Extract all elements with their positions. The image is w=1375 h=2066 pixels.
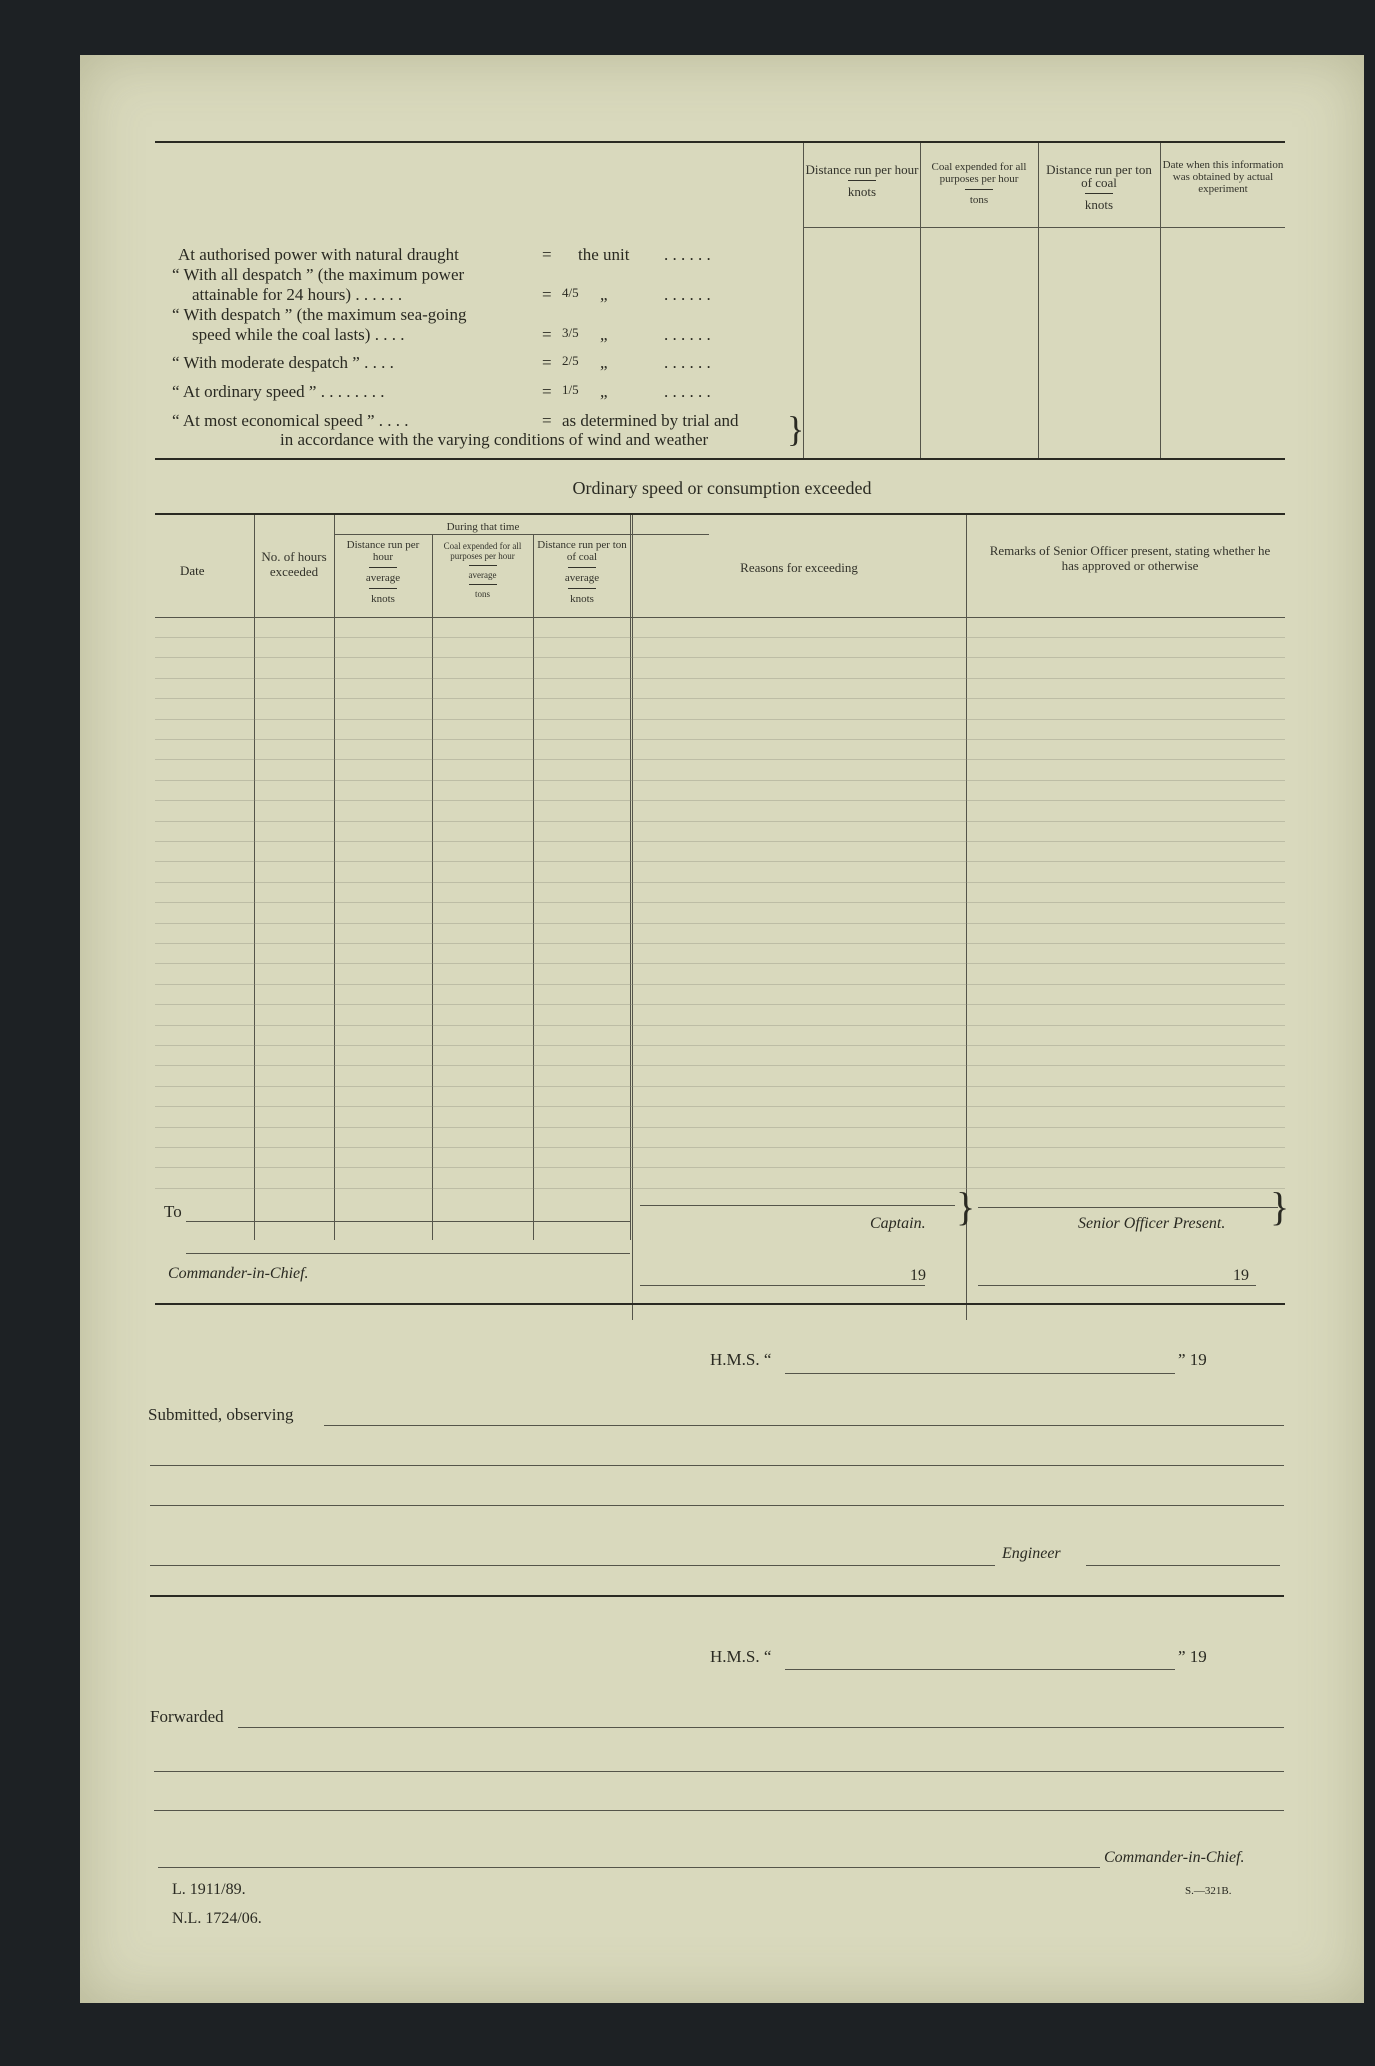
ruled-line (155, 882, 1285, 883)
ruled-line (155, 902, 1285, 903)
during-that-time-header: During that time (446, 521, 520, 533)
form-number: S.—321B. (1185, 1885, 1232, 1897)
ruled-line (155, 1167, 1285, 1168)
col-coal-hour-header: Coal expended for all purposes per hour tons (931, 161, 1027, 206)
ruled-line (155, 923, 1285, 924)
captain-signature-line[interactable] (640, 1205, 955, 1206)
col-remarks-header: Remarks of Senior Officer present, stating whether he has approved or otherwise (989, 543, 1271, 573)
forwarded-ship-name-line[interactable] (785, 1669, 1175, 1670)
row-despatch-value: 3/5 (562, 325, 579, 340)
ruled-line (155, 1025, 1285, 1026)
submitted-bottom-rule (150, 1595, 1284, 1597)
ruled-line (155, 678, 1285, 679)
cinc-label: Commander-in-Chief. (168, 1265, 309, 1282)
ruled-line (155, 657, 1285, 658)
row-ordinary-value: 1/5 (562, 382, 579, 397)
row-despatch-label: “ With despatch ” (the maximum sea-going (172, 305, 467, 324)
senior-officer-label: Senior Officer Present. (1078, 1215, 1226, 1232)
col-avg-dist-ton-header: Distance run per ton of coal average knots (537, 539, 627, 605)
submitted-label: Submitted, observing (148, 1405, 294, 1424)
ruled-line (155, 1004, 1285, 1005)
captain-date-line[interactable] (640, 1285, 925, 1286)
row-all-despatch-value: 4/5 (562, 285, 579, 300)
ruled-line (155, 1086, 1285, 1087)
row-ordinary-label: “ At ordinary speed ” . . . . . . . . (172, 382, 385, 401)
exceed-top-rule (155, 513, 1285, 515)
brace-icon: } (1270, 1184, 1290, 1229)
reference-number-2: N.L. 1724/06. (172, 1910, 262, 1927)
ruled-line (155, 984, 1285, 985)
senior-officer-date-line[interactable] (978, 1285, 1256, 1286)
col-dist-hour-header: Distance run per hour knots (805, 162, 919, 199)
forwarded-line[interactable] (238, 1727, 1284, 1728)
exceed-header-rule (155, 617, 1285, 618)
ruled-line (155, 739, 1285, 740)
section-title: Ordinary speed or consumption exceeded (572, 478, 872, 498)
brace-icon: } (787, 409, 805, 449)
forwarded-cinc-label: Commander-in-Chief. (1104, 1849, 1245, 1866)
submitted-observing-line[interactable] (324, 1425, 1284, 1426)
ruled-line (155, 698, 1285, 699)
to-line[interactable] (186, 1221, 630, 1222)
exceed-bottom-rule (155, 1303, 1285, 1305)
col-dist-ton-header: Distance run per ton of coal knots (1046, 162, 1152, 212)
ruled-line (155, 861, 1285, 862)
ruled-line (155, 1188, 1285, 1189)
col-reasons-header: Reasons for exceeding (740, 560, 858, 575)
row-all-despatch-label: “ With all despatch ” (the maximum power (172, 265, 465, 284)
engineer-label: Engineer (1002, 1545, 1061, 1562)
col-avg-coal-hour-header: Coal expended for all purposes per hour average tons (443, 541, 522, 599)
ruled-line (155, 1127, 1285, 1128)
brace-icon: } (956, 1184, 976, 1229)
ruled-line (155, 1065, 1285, 1066)
ruled-line (155, 821, 1285, 822)
reference-number: L. 1911/89. (172, 1881, 246, 1898)
top-table-bottom-rule (155, 458, 1285, 460)
ruled-line (155, 943, 1285, 944)
ruled-line (155, 780, 1285, 781)
ruled-line (155, 1147, 1285, 1148)
col-date-experiment-header: Date when this information was obtained by actual experiment (1162, 159, 1284, 195)
engineer-signature-line[interactable] (1086, 1565, 1280, 1566)
form-sheet: Distance run per hour knots Coal expended for all purposes per hour tons Distance run per ton of coal knots Date when this information was obtained by actual experiment At authorised power with natural draught = the unit . . . . . . “ With all despatch ” (the maximum power attainable for 24 hours) . . . . . . = 4/5 „ . . . . . . “ With despatch ” (the maximum sea-going speed while the coal lasts) . . . . = 3/5 „ . . . . . . “ With moderate despatch ” . . . . = 2/5 „ . . . . . . “ At ordinary speed ” . . . . . . . . = 1/5 „ . . . . . . “ At most economical speed ” . . . . = as determined by trial and in accordance with the varying conditions of wind and weather } Ordinary speed or consumption exceeded Date No. of hours exceeded During that time Distance run per hour average knots Coal expended for all purposes per hour average tons Distance run per ton of coal average knots Reasons for exceeding Remarks of Senior Officer present, stating whether he has approved or otherwise To Commander-in-Chief. Captain. } 19 Senior Officer Present. } 19 H.M.S. “ ” 19 Submitted, observing Engineer H.M.S. “ ” 19 Forwarded Commander-in-Chief. L. 1911/89. N.L. 1724/06. S.—321B. (80, 55, 1364, 2003)
ruled-line (155, 841, 1285, 842)
col-hours-header: No. of hours exceeded (261, 549, 327, 579)
row-authorised-value: the unit (578, 245, 630, 264)
top-header-rule (803, 227, 1285, 228)
forwarded-label: Forwarded (150, 1707, 224, 1726)
row-moderate-value: 2/5 (562, 353, 579, 368)
ruled-line (155, 800, 1285, 801)
row-economical-label: “ At most economical speed ” . . . . (172, 411, 409, 430)
col-avg-dist-hour-header: Distance run per hour average knots (346, 539, 420, 605)
senior-officer-signature-line[interactable] (978, 1207, 1278, 1208)
submitted-hms-label: H.M.S. “ (710, 1350, 772, 1369)
ruled-line (155, 1045, 1285, 1046)
row-economical-value: as determined by trial and (562, 411, 739, 430)
submitted-ship-name-line[interactable] (785, 1373, 1175, 1374)
ruled-line (155, 963, 1285, 964)
ruled-line (155, 759, 1285, 760)
top-rule (155, 141, 1285, 143)
ruled-line (155, 1106, 1285, 1107)
ruled-line (155, 719, 1285, 720)
row-authorised-label: At authorised power with natural draught (178, 245, 459, 264)
ruled-line (155, 637, 1285, 638)
row-moderate-label: “ With moderate despatch ” . . . . (172, 353, 394, 372)
to-label: To (164, 1202, 182, 1221)
forwarded-hms-label: H.M.S. “ (710, 1647, 772, 1666)
captain-label: Captain. (870, 1215, 926, 1232)
col-date-header: Date (180, 563, 205, 578)
